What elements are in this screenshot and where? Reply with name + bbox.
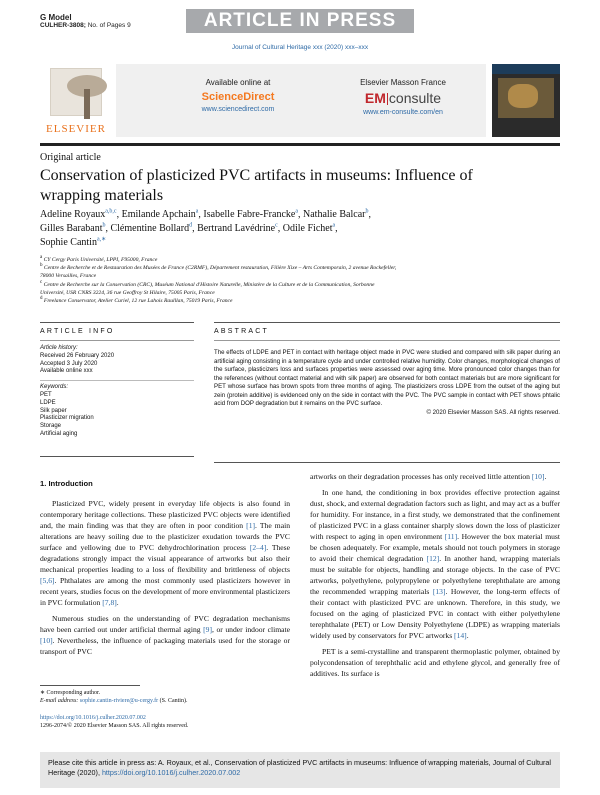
abstract-sub-rule: [214, 340, 560, 341]
footnote-rule: [40, 685, 140, 686]
keyword: Artificial aging: [40, 430, 78, 437]
sciencedirect-block: [168, 78, 308, 113]
citation-link[interactable]: [7,8]: [102, 598, 117, 607]
citation-link[interactable]: [10]: [40, 636, 53, 645]
email-note: E-mail address: sophie.cantin-riviere@u-cergy.fr (S. Cantin).: [40, 698, 188, 704]
copyright: © 2020 Elsevier Masson SAS. All rights reserved.: [426, 408, 560, 416]
citation-link[interactable]: [10]: [531, 472, 545, 481]
affiliation: 78000 Versailles, France: [40, 273, 97, 280]
affiliation: $^b$ Centre de Recherche et de Restauration des Musées de France (C2RMF), Département restauration, Filière Xixe – Arts Contemporain, 2 avenue Rockefeller,: [40, 263, 397, 272]
header-divider: [40, 143, 560, 146]
sciencedirect-logo[interactable]: ScienceDirect: [201, 91, 275, 103]
paragraph: Plasticized PVC, widely present in everyday life objects is also found in contemporary heritage collections. These plasticized PVC objects were identified and, the main finding was that they are often in poor condition [1]. The main alterations are heavy soiling due to the plasticizer exudation towards the PVC surface and yellowing due to PVC dehydrochlorination process [2–4]. These degradations strongly impact the visual appearance of artworks but also their mechanical properties leading to a loss of flexibility and brittleness of objects [5,6]. Phthalates are among the most commonly used plasticizers however in recent years, studies focus on the development of more environmental plasticizers in PVC formulation [7,8].: [40, 499, 290, 607]
author[interactable]: Nathalie Balcar$^b$: [303, 208, 369, 220]
info-top-rule: [40, 322, 194, 323]
author-list: [40, 208, 560, 250]
affiliation: Université, USR CNRS 3224, 36 rue Geoffroy St Hilaire, 75005 Paris, France: [40, 289, 215, 296]
article-type: Original article: [40, 152, 101, 163]
body-column-right: [310, 471, 560, 684]
manuscript-id: CULHER-3808;: [40, 22, 86, 29]
em-consulte-logo[interactable]: [328, 90, 478, 106]
publisher-header: [40, 64, 560, 137]
history-label: Article history:: [40, 345, 78, 351]
received-date: Received 26 February 2020: [40, 352, 115, 359]
author[interactable]: Odile Fichet$^a$: [282, 222, 336, 234]
affiliations: [40, 256, 560, 305]
article-info-heading: ARTICLE INFO: [40, 328, 115, 335]
elsevier-wordmark: ELSEVIER: [46, 123, 106, 135]
keyword: PET: [40, 391, 52, 398]
info-sub-rule: [40, 340, 194, 341]
em-consulte-block: [328, 78, 478, 116]
intro-heading: 1. Introduction: [40, 479, 93, 488]
article-title: Conservation of plasticized PVC artifacts in museums: Influence of wrapping materials: [40, 167, 473, 204]
keyword: Plasticizer migration: [40, 415, 94, 422]
keyword: Silk paper: [40, 407, 67, 414]
abstract-body: [214, 349, 560, 417]
abstract-heading: ABSTRACT: [214, 328, 269, 335]
sciencedirect-link[interactable]: www.sciencedirect.com: [201, 106, 275, 113]
affiliation: $^c$ Centre de Recherche sur la Conservation (CRC), Muséum National d'Histoire Naturelle, Ministère de la Culture et de la Communication, Sorbonne: [40, 279, 375, 288]
authors-line-3: [40, 236, 560, 250]
keywords-label: Keywords:: [40, 384, 69, 391]
authors-line-2: Gilles Barabant$^b$, Clémentine Bollard$^d$, Bertrand Lavédrine$^c$, Odile Fichet$^a$,: [40, 222, 338, 234]
author[interactable]: Isabelle Fabre-Francke$^a$: [203, 208, 298, 220]
citation-link[interactable]: [2–4]: [249, 543, 267, 552]
em-logo-em: EM: [364, 90, 386, 106]
accepted-date: Accepted 3 July 2020: [40, 360, 98, 367]
journal-cover-thumbnail[interactable]: [492, 64, 560, 137]
elsevier-logo[interactable]: [40, 64, 112, 137]
affiliation: $^a$ CY Cergy Paris Université, LPPI, F95000, France: [40, 255, 158, 263]
availability-box: [116, 64, 486, 137]
running-header: [40, 14, 131, 30]
paragraph: In one hand, the conditioning in box provides effective protection against dust, shock, and external degradation factors such as light, and may act as a buffer for humidity. For instance, in a first study, we demonstrated that the confinement of plasticized PVC in a glass container sharply slows down the loss of plasticizer with respect to aging in open environment [11]. However the box material must be chosen adequately. For example, metals should not touch polymers in storage to avoid their chemical degradation [12]. In another hand, wrapping materials must be suitable for objects, handling and storage objects. In the case of PVC artworks, polyethylene, polypropylene or polyethylene terephthalate are among the recommended wrapping materials [13]. However, the long-term effects of their contact with plasticized PVC are unknown. Therefore, in this study, we focused on the aging of plasticized PVC in contact with either polyethylene terephthalate (PET) or Low Density Polyethylene (LDPE) as wrapping materials widely used by conservators for PVC artworks [14].: [310, 488, 560, 640]
footnotes: [40, 689, 340, 705]
em-consulte-link[interactable]: www.em-consulte.com/en: [363, 109, 443, 116]
abstract-text: The effects of LDPE and PET in contact with heritage object made in PVC were studied and compared with silk paper during an artificial aging consisting in a temperature cycle and under controlled relative humidity. Color changes, morphological changes of the surface, plasticizers loss and surfaces properties were assessed over aging time. More pronounced color changes than for the references (without contact material and with silk paper) are observed for both contact materials but are more significant for PET whose surface has brown spots from three months of aging. The plasticizers cross LDPE from the outset of the aging but zein (protein additive) is evidenced only on the side in contact with the PVC. The PVC sample in contact with PET shows phtalic acid from DOP degradation but it remains on the PVC surface.: [214, 349, 560, 407]
author[interactable]: Gilles Barabant$^b$: [40, 222, 106, 234]
em-publisher-title: Elsevier Masson France: [360, 78, 446, 87]
cite-text: Please cite this article in press as: A. Royaux, et al., Conservation of plasticized PVC artifacts in museums: Influence of wrapping materials, Journal of Cultural Heritage (2020),: [48, 758, 551, 777]
keyword: LDPE: [40, 399, 56, 406]
page-count: No. of Pages 9: [87, 22, 131, 29]
info-bottom-rule: [40, 456, 194, 457]
citation-link[interactable]: [14]: [454, 631, 467, 640]
paragraph: artworks on their degradation processes has only received little attention [10].: [310, 472, 547, 481]
citation-link[interactable]: [11]: [444, 532, 458, 541]
author[interactable]: Sophie Cantin$^{a,∗}$: [40, 236, 107, 248]
cite-this-article-box: [40, 752, 560, 788]
info-divider: [40, 380, 194, 381]
g-model-label: G Model: [40, 13, 72, 22]
paragraph: Numerous studies on the understanding of PVC degradation mechanisms have been carried out under artificial thermal aging [9], or under indoor climate [10]. Nevertheless, the influence of packaging materials used for the storage or transport of PVC: [40, 614, 290, 656]
doi-link[interactable]: https://doi.org/10.1016/j.culher.2020.07.002: [40, 715, 146, 721]
keyword: Storage: [40, 423, 62, 430]
article-info: [40, 345, 194, 439]
abstract-bottom-rule: [214, 462, 560, 463]
author[interactable]: Clémentine Bollard$^d$: [110, 222, 193, 234]
corresponding-author-note: ∗ Corresponding author.: [40, 690, 101, 696]
citation-link[interactable]: [9]: [203, 625, 212, 634]
available-online-label: Available online at: [205, 78, 271, 87]
author[interactable]: Adeline Royaux$^{a,b,c}$: [40, 208, 117, 220]
authors-line-1: Adeline Royaux$^{a,b,c}$, Emilande Apchain$^a$, Isabelle Fabre-Francke$^a$, Nathalie Balcar$^b$,: [40, 208, 371, 220]
article-in-press-banner: ARTICLE IN PRESS: [186, 9, 414, 33]
elsevier-tree-icon: [50, 68, 102, 116]
issn-copyright: 1296-2074/© 2020 Elsevier Masson SAS. All rights reserved.: [40, 723, 189, 730]
body-column-left: [40, 478, 290, 662]
author[interactable]: Emilande Apchain$^a$: [121, 208, 199, 220]
manuscript-info: [40, 22, 131, 30]
available-date: Available online xxx: [40, 368, 93, 375]
citation-link[interactable]: [12]: [426, 554, 440, 563]
citation-link[interactable]: [1]: [246, 521, 256, 530]
citation-link[interactable]: [5,6]: [40, 576, 55, 585]
cite-doi-link[interactable]: https://doi.org/10.1016/j.culher.2020.07.002: [101, 768, 241, 777]
affiliation: $^d$ Freelance Conservator, Atelier Curiel, 12 rue Lahois Raulllan, 75019 Paris, France: [40, 296, 233, 305]
abstract-top-rule: [214, 322, 560, 323]
citation-link[interactable]: [13]: [432, 587, 446, 596]
paragraph: PET is a semi-crystalline and transparent thermoplastic polymer, obtained by polycondensation of terephthalic acid and ethylene glycol, and generally free of additives. Its surface is: [310, 647, 560, 678]
email-link[interactable]: sophie.cantin-riviere@u-cergy.fr: [79, 698, 159, 704]
em-logo-rest: consulte: [388, 90, 442, 106]
author[interactable]: Bertrand Lavédrine$^c$: [197, 222, 278, 234]
journal-reference[interactable]: Journal of Cultural Heritage xxx (2020) xxx–xxx: [231, 44, 369, 51]
doi-block: [40, 714, 340, 731]
